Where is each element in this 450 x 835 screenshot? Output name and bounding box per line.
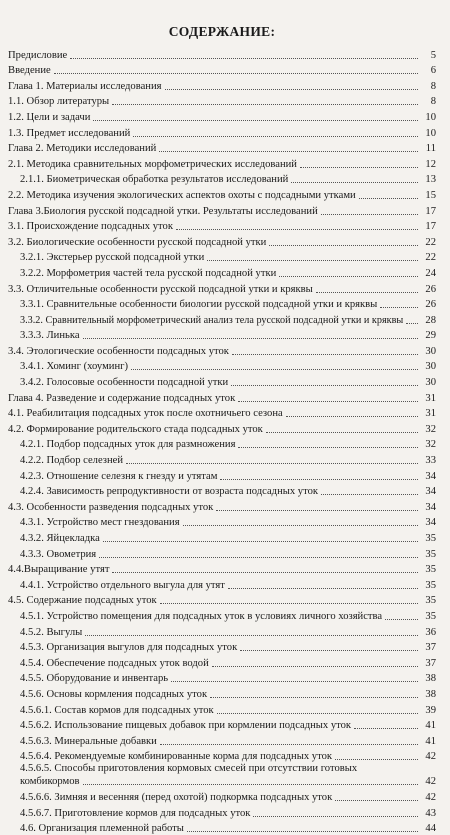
toc-entry (8, 342, 436, 358)
toc-entry-page: 22 (420, 237, 436, 249)
dot-leader (380, 307, 418, 308)
dot-leader (212, 666, 418, 667)
toc-entry-title: Введение (8, 65, 52, 77)
toc-entry-title: 4.5.6. Основы кормления подсадных уток (20, 689, 208, 701)
dot-leader (183, 525, 418, 526)
dot-leader (220, 479, 418, 480)
toc-entry-title: 3.1. Происхождение подсадных уток (8, 221, 174, 233)
toc-entry (8, 218, 436, 234)
toc-entry (8, 155, 436, 171)
toc-entry-page: 41 (420, 720, 436, 732)
toc-entry-page: 38 (420, 689, 436, 701)
toc-entry (8, 108, 436, 124)
toc-entry-page: 17 (420, 221, 436, 233)
toc-entry (8, 451, 436, 467)
toc-entry-title: 3.3. Отличительные особенности русской подсадной утки и кряквы (8, 284, 314, 296)
toc-entry (8, 358, 436, 374)
dot-leader (93, 120, 418, 121)
toc-entry (8, 483, 436, 499)
toc-entry-page: 34 (420, 502, 436, 514)
toc-entry-page: 35 (420, 611, 436, 623)
toc-entry (8, 436, 436, 452)
toc-entry-page: 29 (420, 330, 436, 342)
toc-entry (8, 327, 436, 343)
toc-entry-page: 13 (420, 174, 436, 186)
toc-entry (8, 529, 436, 545)
toc-entry-page: 11 (420, 143, 436, 155)
toc-entry-title: 4.3.1. Устройство мест гнездования (20, 517, 181, 529)
dot-leader (217, 713, 418, 714)
dot-leader (103, 541, 418, 542)
dot-leader (112, 104, 418, 105)
toc-entry (8, 186, 436, 202)
toc-entry-title: 4.2.3. Отношение селезня к гнезду и утятам (20, 471, 218, 483)
toc-entry-page: 8 (420, 81, 436, 93)
toc-entry-title: 3.4.1. Хоминг (хоуминг) (20, 361, 129, 373)
dot-leader (240, 650, 418, 651)
toc-entry-page: 43 (420, 808, 436, 820)
dot-leader (406, 323, 418, 324)
toc-entry-page: 5 (420, 50, 436, 62)
toc-entry (8, 514, 436, 530)
toc-entry-title: 4.5.6.2. Использование пищевых добавок при кормлении подсадных уток (20, 720, 352, 732)
toc-entry (8, 561, 436, 577)
dot-leader (176, 229, 418, 230)
dot-leader (335, 759, 418, 760)
toc-entry-page: 15 (420, 190, 436, 202)
toc-entry-page: 34 (420, 486, 436, 498)
toc-entry (8, 311, 436, 327)
dot-leader (354, 728, 418, 729)
toc-entry-page: 10 (420, 112, 436, 124)
toc-entry-title: 4.5.6.7. Приготовление кормов для подсадных уток (20, 808, 251, 820)
toc-entry-page: 8 (420, 96, 436, 108)
toc-entry (8, 93, 436, 109)
toc-entry-title: 4.2.1. Подбор подсадных уток для размножения (20, 439, 236, 451)
toc-entry (8, 420, 436, 436)
toc-entry-page: 35 (420, 595, 436, 607)
toc-entry-page: 31 (420, 393, 436, 405)
toc-entry-title: 4.5.6.3. Минеральные добавки (20, 736, 158, 748)
toc-entry-title: 4.3.2. Яйцекладка (20, 533, 101, 545)
toc-entry-page: 35 (420, 533, 436, 545)
toc-entry-title: 4.3.3. Овометрия (20, 549, 97, 561)
toc-entry (8, 280, 436, 296)
toc-entry-title: 4.5.6.5. Способы приготовления кормовых смесей при отсутствии готовых (20, 763, 357, 775)
toc-entry-page: 35 (420, 580, 436, 592)
toc-entry-page: 32 (420, 424, 436, 436)
toc-entry-title: 2.1. Методика сравнительных морфометрических исследований (8, 159, 298, 171)
toc-entry-page: 12 (420, 159, 436, 171)
toc-entry (8, 171, 436, 187)
dot-leader (321, 214, 418, 215)
toc-entry (8, 467, 436, 483)
dot-leader (131, 369, 418, 370)
toc-entry (8, 748, 436, 764)
toc-entry-title: 4.2.2. Подбор селезней (20, 455, 124, 467)
dot-leader (83, 784, 418, 785)
toc-entry-title: 3.3.2. Сравнительный морфометрический анализ тела русской подсадной утки и кряквы (20, 315, 404, 327)
toc-entry (8, 140, 436, 156)
dot-leader (231, 385, 418, 386)
toc-entry-page: 28 (420, 315, 436, 327)
toc-entry (8, 405, 436, 421)
toc-entry-title: 4.5.6.4. Рекомендуемые комбинированные корма для подсадных уток (20, 751, 333, 763)
toc-entry-page: 38 (420, 673, 436, 685)
dot-leader (269, 245, 418, 246)
toc-entry-title: 3.3.1. Сравнительные особенности биологии русской подсадной утки и кряквы (20, 299, 378, 311)
dot-leader (99, 557, 418, 558)
dot-leader (266, 432, 418, 433)
toc-entry-page: 22 (420, 252, 436, 264)
dot-leader (359, 198, 418, 199)
toc-entry-page: 30 (420, 361, 436, 373)
dot-leader (83, 338, 418, 339)
toc-entry (8, 763, 436, 788)
toc-entry (8, 685, 436, 701)
table-of-contents (8, 46, 436, 835)
dot-leader (279, 276, 418, 277)
toc-entry (8, 264, 436, 280)
toc-entry (8, 124, 436, 140)
toc-entry-title: 4.5.5. Оборудование и инвентарь (20, 673, 169, 685)
dot-leader (238, 401, 418, 402)
toc-entry (8, 296, 436, 312)
toc-entry-title: 4.4.Выращивание утят (8, 564, 110, 576)
toc-entry-page: 33 (420, 455, 436, 467)
toc-entry-title: Глава 2. Методики исследований (8, 143, 157, 155)
toc-entry-title: 3.4. Этологические особенности подсадных уток (8, 346, 230, 358)
toc-entry (8, 639, 436, 655)
toc-entry-page: 10 (420, 128, 436, 140)
toc-entry-page: 42 (420, 751, 436, 763)
toc-entry-title: 3.2. Биологические особенности русской подсадной утки (8, 237, 267, 249)
toc-entry-title: 4.4.1. Устройство отдельного выгула для утят (20, 580, 226, 592)
dot-leader (238, 447, 418, 448)
dot-leader (321, 494, 418, 495)
toc-entry-title: Предисловие (8, 50, 68, 62)
toc-entry (8, 717, 436, 733)
toc-entry (8, 670, 436, 686)
dot-leader (160, 744, 418, 745)
toc-entry-page: 26 (420, 284, 436, 296)
toc-entry-title: 1.2. Цели и задачи (8, 112, 91, 124)
toc-entry-page: 44 (420, 823, 436, 835)
toc-entry-title: 4.5.1. Устройство помещения для подсадных уток в условиях личного хозяйства (20, 611, 383, 623)
toc-entry (8, 389, 436, 405)
toc-entry-page: 34 (420, 517, 436, 529)
dot-leader (54, 73, 418, 74)
toc-entry (8, 607, 436, 623)
toc-entry-page: 31 (420, 408, 436, 420)
dot-leader (160, 603, 418, 604)
dot-leader (385, 619, 418, 620)
dot-leader (159, 151, 418, 152)
dot-leader (126, 463, 418, 464)
toc-entry-title: 1.3. Предмет исследований (8, 128, 131, 140)
toc-entry (8, 233, 436, 249)
toc-entry-page: 24 (420, 268, 436, 280)
toc-entry (8, 62, 436, 78)
toc-entry (8, 654, 436, 670)
toc-entry-page: 35 (420, 549, 436, 561)
toc-entry-page: 30 (420, 377, 436, 389)
toc-entry-title: 1.1. Обзор литературы (8, 96, 110, 108)
toc-entry-title: 2.1.1. Биометрическая обработка результатов исследований (20, 174, 289, 186)
toc-entry-page: 42 (420, 776, 436, 788)
toc-entry-title: 4.5. Содержание подсадных уток (8, 595, 158, 607)
toc-entry (8, 46, 436, 62)
toc-entry-title: 4.5.2. Выгулы (20, 627, 83, 639)
toc-entry (8, 623, 436, 639)
toc-entry-title: 4.1. Реабилитация подсадных уток после охотничьего сезона (8, 408, 284, 420)
dot-leader (207, 260, 418, 261)
dot-leader (187, 831, 418, 832)
dot-leader (232, 354, 418, 355)
toc-entry-page: 34 (420, 471, 436, 483)
page-title: СОДЕРЖАНИЕ: (8, 24, 436, 40)
toc-entry-page: 26 (420, 299, 436, 311)
toc-entry-page: 35 (420, 564, 436, 576)
toc-entry-title: 4.2.4. Зависимость репродуктивности от возраста подсадных уток (20, 486, 319, 498)
dot-leader (112, 572, 418, 573)
toc-entry-page: 36 (420, 627, 436, 639)
toc-entry-page: 37 (420, 642, 436, 654)
toc-entry-title: Глава 3.Биология русской подсадной утки. Результаты исследований (8, 206, 319, 218)
toc-entry (8, 576, 436, 592)
toc-entry-title: 4.5.6.6. Зимняя и весенняя (перед охотой) подкормка подсадных уток (20, 792, 333, 804)
dot-leader (165, 89, 419, 90)
toc-entry (8, 202, 436, 218)
toc-entry-title: Глава 4. Разведение и содержание подсадных уток (8, 393, 236, 405)
toc-entry-title: 2.2. Методика изучения экологических аспектов охоты с подсадными утками (8, 190, 357, 202)
dot-leader (335, 800, 418, 801)
toc-entry (8, 701, 436, 717)
dot-leader (171, 681, 418, 682)
toc-entry-title: 3.3.3. Линька (20, 330, 81, 342)
toc-entry-page: 41 (420, 736, 436, 748)
dot-leader (133, 136, 418, 137)
dot-leader (291, 182, 418, 183)
toc-entry-title: 4.6. Организация племенной работы (20, 823, 185, 835)
toc-entry (8, 249, 436, 265)
dot-leader (85, 635, 418, 636)
toc-entry-page: 37 (420, 658, 436, 670)
dot-leader (70, 58, 418, 59)
dot-leader (210, 697, 418, 698)
toc-entry-title: 4.5.6.1. Состав кормов для подсадных уток (20, 705, 215, 717)
toc-entry (8, 820, 436, 835)
toc-entry (8, 592, 436, 608)
toc-entry (8, 373, 436, 389)
toc-entry-page: 6 (420, 65, 436, 77)
dot-leader (286, 416, 418, 417)
dot-leader (253, 816, 418, 817)
dot-leader (216, 510, 418, 511)
toc-entry-title: 3.4.2. Голосовые особенности подсадной утки (20, 377, 229, 389)
dot-leader (300, 167, 418, 168)
toc-entry-page: 30 (420, 346, 436, 358)
toc-entry (8, 545, 436, 561)
toc-entry-title: 3.2.1. Экстерьер русской подсадной утки (20, 252, 205, 264)
toc-entry-title-continued: комбикормов (20, 776, 81, 788)
toc-entry-page: 42 (420, 792, 436, 804)
toc-entry (8, 732, 436, 748)
toc-entry-title: 4.5.4. Обеспечение подсадных уток водой (20, 658, 210, 670)
toc-entry-title: 3.2.2. Морфометрия частей тела русской подсадной утки (20, 268, 277, 280)
toc-entry-page: 39 (420, 705, 436, 717)
toc-entry (8, 804, 436, 820)
toc-entry (8, 77, 436, 93)
dot-leader (316, 292, 418, 293)
dot-leader (228, 588, 418, 589)
toc-entry (8, 788, 436, 804)
toc-entry (8, 498, 436, 514)
toc-entry-title: Глава 1. Материалы исследования (8, 81, 163, 93)
toc-entry-title: 4.2. Формирование родительского стада подсадных уток (8, 424, 264, 436)
toc-entry-page: 17 (420, 206, 436, 218)
toc-entry-title: 4.5.3. Организация выгулов для подсадных уток (20, 642, 238, 654)
toc-entry-page: 32 (420, 439, 436, 451)
toc-entry-title: 4.3. Особенности разведения подсадных уток (8, 502, 214, 514)
